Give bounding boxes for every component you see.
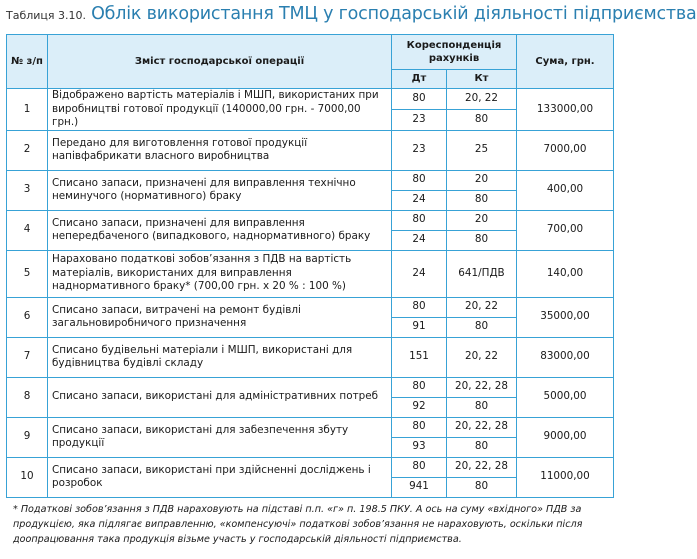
row-number: 9 [7,417,48,457]
debit-account: 941 [392,477,447,497]
operation-text: Списано запаси, призначені для виправлення непередбаченого (випадкового, наднормативного) браку [48,210,392,250]
operations-table [6,34,614,498]
debit-account: 93 [392,437,447,457]
credit-account: 20, 22, 28 [447,417,517,437]
debit-account: 80 [392,457,447,477]
table-caption [6,4,697,28]
header-correspondence: Кореспонденція рахунків [392,35,517,70]
header-sum: Сума, грн. [517,35,614,89]
credit-account: 80 [447,397,517,417]
table-row [7,457,614,477]
credit-account: 80 [447,437,517,457]
operation-sum: 700,00 [517,210,614,250]
table-row [7,417,614,437]
operation-text: Нараховано податкові зобов’язання з ПДВ на вартість матеріалів, використаних для виправлення наднормативного браку* (700,00 грн. х 20 % : 100 %) [48,250,392,297]
debit-account: 92 [392,397,447,417]
operation-text: Списано запаси, використані при здійсненні досліджень і розробок [48,457,392,497]
debit-account: 24 [392,230,447,250]
row-number: 8 [7,377,48,417]
row-number: 1 [7,89,48,131]
table-number-label: Таблиця 3.10. [6,9,87,22]
operation-sum: 11000,00 [517,457,614,497]
credit-account: 80 [447,109,517,130]
header-credit: Кт [447,70,517,89]
header-debit: Дт [392,70,447,89]
operation-sum: 133000,00 [517,89,614,131]
operation-text: Відображено вартість матеріалів і МШП, використаних при виробництві готової продукції (140000,00 грн. - 7000,00 грн.) [48,89,392,131]
row-number: 3 [7,170,48,210]
table-row [7,337,614,377]
debit-account: 91 [392,317,447,337]
credit-account: 80 [447,477,517,497]
row-number: 7 [7,337,48,377]
operation-sum: 140,00 [517,250,614,297]
debit-account: 80 [392,210,447,230]
debit-account: 80 [392,377,447,397]
debit-account: 80 [392,89,447,110]
row-number: 2 [7,130,48,170]
debit-account: 80 [392,170,447,190]
table-title: Облік використання ТМЦ у господарській діяльності підприємства [91,4,697,24]
debit-account: 24 [392,190,447,210]
table-footnote: * Податкові зобов’язання з ПДВ нараховують на підставі п.п. «г» п. 198.5 ПКУ. А ось на суму «вхідного» ПДВ за продукцією, яка підлягає виправленню, «компенсуючі» податкові зобов’язання не нараховують, оскільки після доопрацювання така продукція візьме участь у господарській діяльності підприємства. [13,504,583,545]
credit-account: 20, 22 [447,297,517,317]
row-number: 4 [7,210,48,250]
operation-sum: 9000,00 [517,417,614,457]
table-row [7,377,614,397]
table-row [7,89,614,110]
debit-account: 23 [392,130,447,170]
debit-account: 23 [392,109,447,130]
row-number: 5 [7,250,48,297]
debit-account: 80 [392,417,447,437]
table-row [7,170,614,190]
header-number: № з/п [7,35,48,89]
debit-account: 151 [392,337,447,377]
operation-text: Списано запаси, витрачені на ремонт будівлі загальновиробничого призначення [48,297,392,337]
operation-text: Передано для виготовлення готової продукції напівфабрикати власного виробництва [48,130,392,170]
operation-text: Списано запаси, призначені для виправлення технічно неминучого (нормативного) браку [48,170,392,210]
credit-account: 80 [447,190,517,210]
operation-sum: 7000,00 [517,130,614,170]
operation-sum: 83000,00 [517,337,614,377]
table-row [7,130,614,170]
credit-account: 20, 22, 28 [447,457,517,477]
table-row [7,297,614,317]
credit-account: 20, 22, 28 [447,377,517,397]
operation-sum: 400,00 [517,170,614,210]
debit-account: 80 [392,297,447,317]
operation-text: Списано запаси, використані для забезпечення збуту продукції [48,417,392,457]
credit-account: 80 [447,230,517,250]
row-number: 6 [7,297,48,337]
header-content: Зміст господарської операції [48,35,392,89]
debit-account: 24 [392,250,447,297]
credit-account: 20, 22 [447,89,517,110]
credit-account: 25 [447,130,517,170]
credit-account: 20, 22 [447,337,517,377]
credit-account: 20 [447,210,517,230]
credit-account: 20 [447,170,517,190]
operation-sum: 5000,00 [517,377,614,417]
credit-account: 80 [447,317,517,337]
table-row [7,250,614,297]
table-row [7,210,614,230]
operation-text: Списано будівельні матеріали і МШП, використані для будівництва будівлі складу [48,337,392,377]
operation-sum: 35000,00 [517,297,614,337]
operation-text: Списано запаси, використані для адміністративних потреб [48,377,392,417]
row-number: 10 [7,457,48,497]
credit-account: 641/ПДВ [447,250,517,297]
